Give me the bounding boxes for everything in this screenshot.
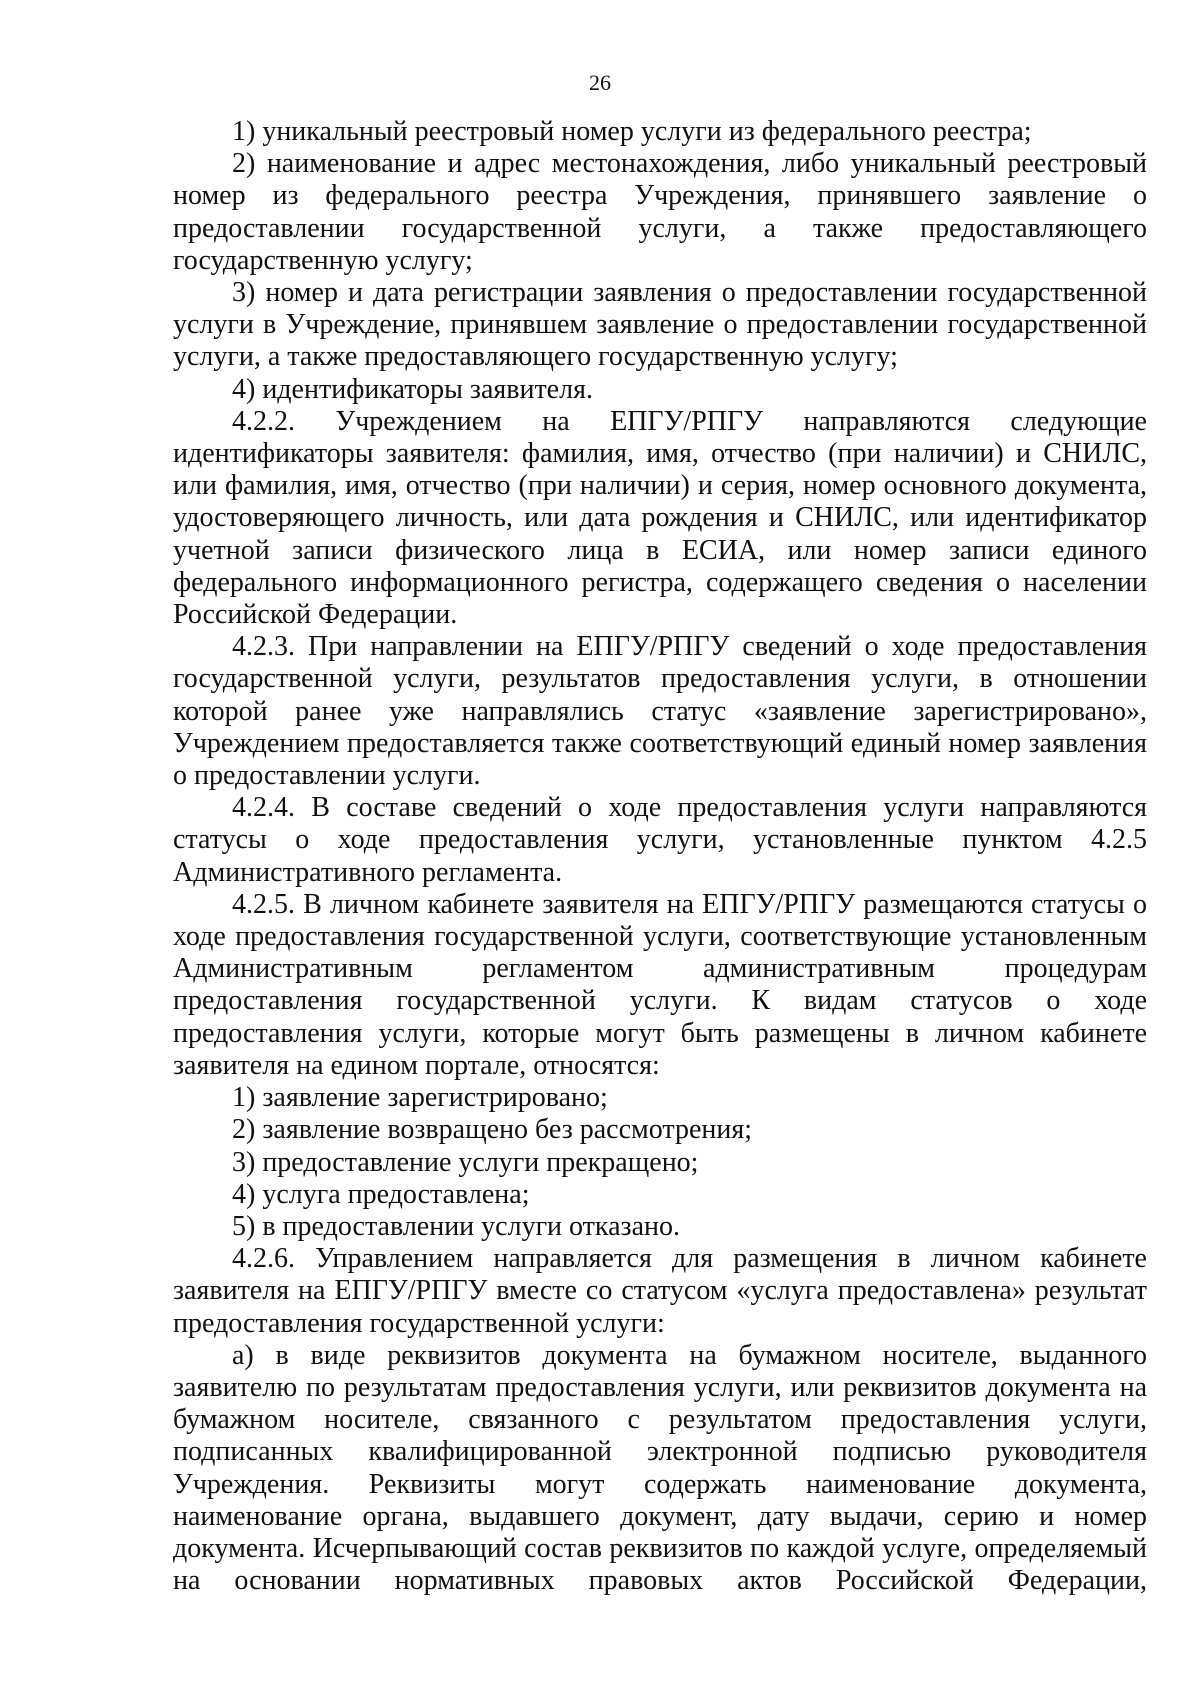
paragraph-4-2-2: 4.2.2. Учреждением на ЕПГУ/РПГУ направляются следующие идентификаторы заявителя: фамилия, имя, отчество (при наличии) и СНИЛС, или фамилия, имя, отчество (при наличии) и серия, номер основного документа, удостоверяющего личность, или дата рождения и СНИЛС, или идентификатор учетной записи физического лица в ЕСИА, или номер записи единого федерального информационного регистра, содержащего сведения о населении Российской Федерации. (173, 405, 1147, 631)
paragraph-4-2-3: 4.2.3. При направлении на ЕПГУ/РПГУ сведений о ходе предоставления государственной услуги, результатов предоставления услуги, в отношении которой ранее уже направлялись статус «заявление зарегистрировано», Учреждением предоставляется также соответствующий единый номер заявления о предоставлении услуги. (173, 631, 1147, 792)
status-item-returned: 2) заявление возвращено без рассмотрения; (232, 1114, 753, 1146)
paragraph-4-2-5: 4.2.5. В личном кабинете заявителя на ЕПГУ/РПГУ размещаются статусы о ходе предоставления государственной услуги, соответствующие установленным Административным регламентом административным процедурам предоставления государственной услуги. К видам статусов о ходе предоставления услуги, которые могут быть размещены в личном кабинете заявителя на едином портале, относятся: (173, 888, 1147, 1081)
list-item-registry-number: 1) уникальный реестровый номер услуги из федерального реестра; (232, 116, 1032, 147)
list-item-registration-date: 3) номер и дата регистрации заявления о предоставлении государственной услуги в Учреждение, принявшем заявление о предоставлении государственной услуги, а также предоставляющего государственную услугу; (173, 277, 1147, 373)
status-item-provided: 4) услуга предоставлена; (232, 1178, 530, 1210)
paragraph-4-2-6: 4.2.6. Управлением направляется для размещения в личном кабинете заявителя на ЕПГУ/РПГУ вместе со статусом «услуга предоставлена» результат предоставления государственной услуги: (173, 1243, 1147, 1339)
paragraph-item-a: а) в виде реквизитов документа на бумажном носителе, выданного заявителю по результатам предоставления услуги, или реквизитов документа на бумажном носителе, связанного с результатом предоставления услуги, подписанных квалифицированной электронной подписью руководителя Учреждения. Реквизиты могут содержать наименование документа, наименование органа, выдавшего документ, дату выдачи, серию и номер документа. Исчерпывающий состав реквизитов по каждой услуге, определяемый на основании нормативных правовых актов Российской Федерации, (173, 1339, 1147, 1597)
paragraph-4-2-4: 4.2.4. В составе сведений о ходе предоставления услуги направляются статусы о ходе предоставления услуги, установленные пунктом 4.2.5 Административного регламента. (173, 792, 1147, 888)
status-item-refused: 5) в предоставлении услуги отказано. (232, 1210, 680, 1242)
status-item-registered: 1) заявление зарегистрировано; (232, 1082, 608, 1114)
status-item-terminated: 3) предоставление услуги прекращено; (232, 1146, 699, 1178)
list-item-identifiers: 4) идентификаторы заявителя. (232, 373, 593, 405)
document-body (173, 116, 1147, 1597)
list-item-name-address: 2) наименование и адрес местонахождения, либо уникальный реестровый номер из федерального реестра Учреждения, принявшего заявление о предоставлении государственной услуги, а также предоставляющего государственную услугу; (173, 148, 1147, 276)
page-number: 26 (589, 70, 611, 95)
